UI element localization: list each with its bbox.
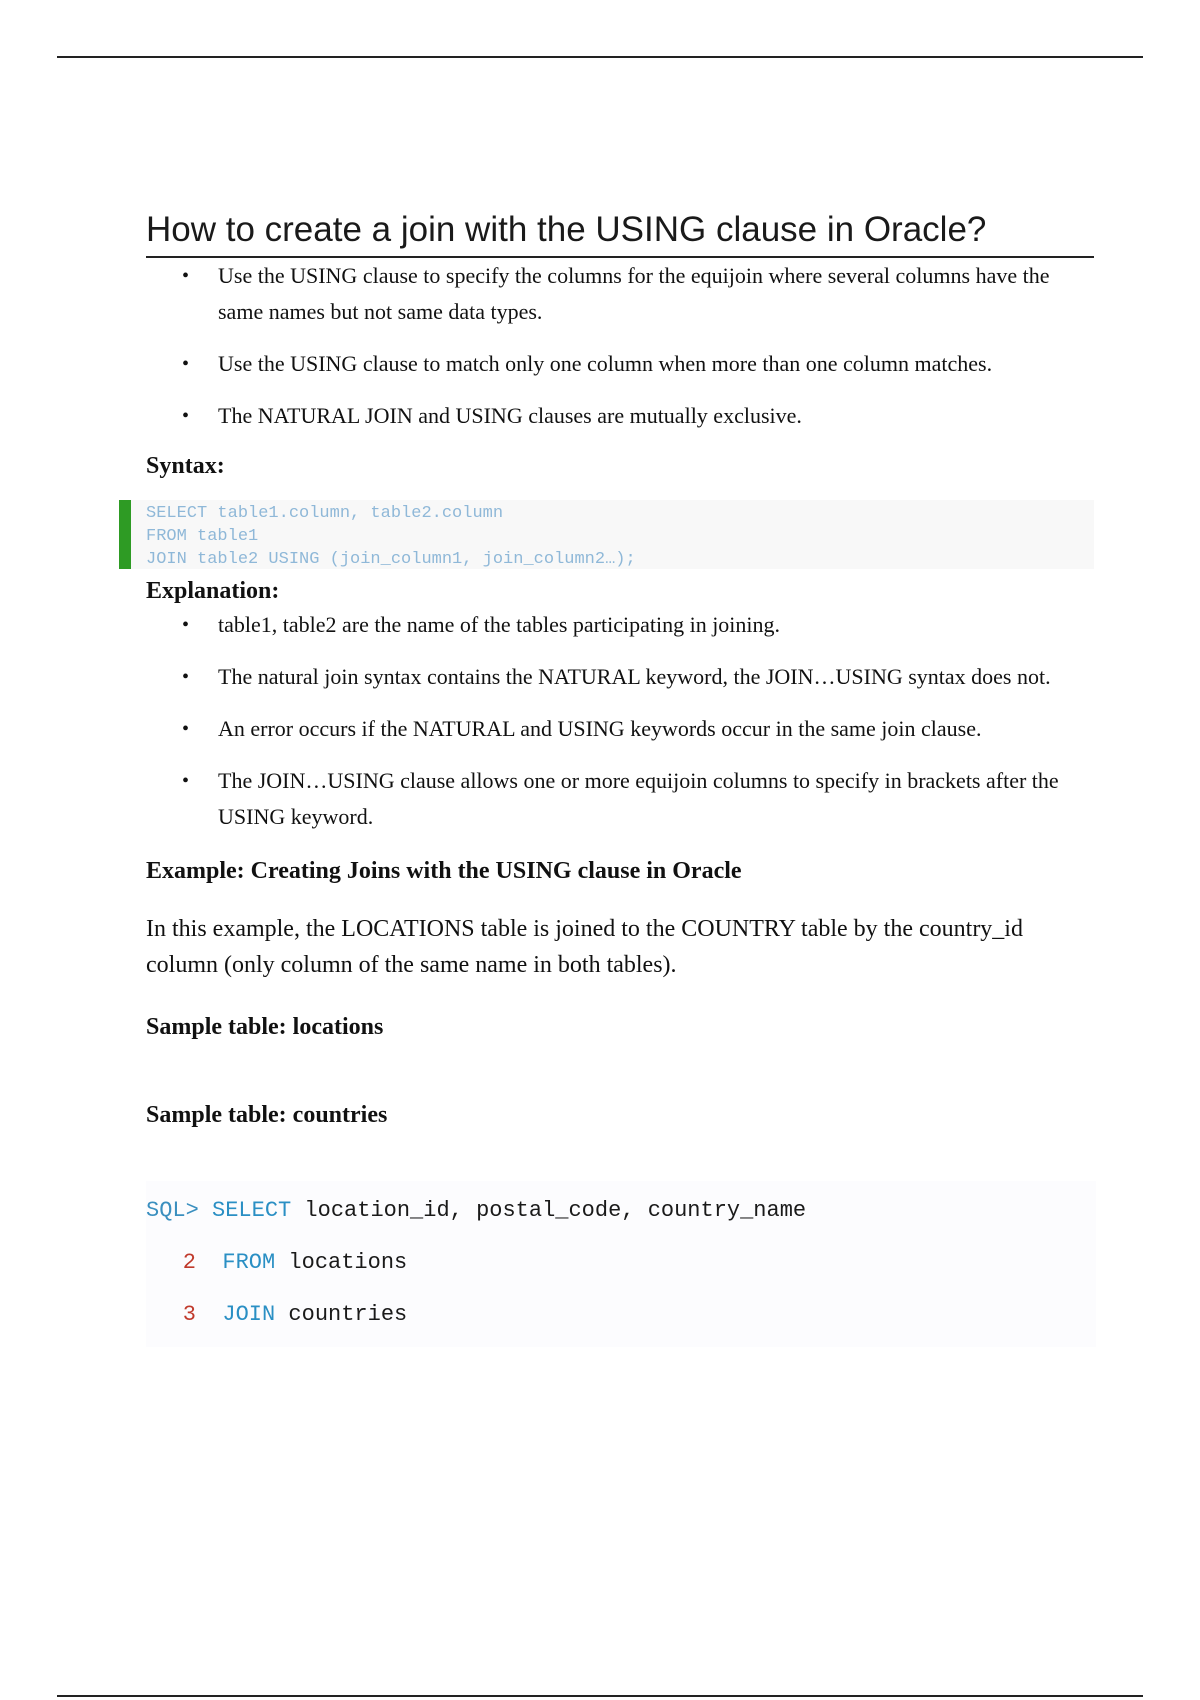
bullet-icon: •	[182, 614, 190, 636]
line-number: 3	[182, 1302, 196, 1327]
explanation-bullet-list	[146, 607, 1094, 835]
list-item: • Use the USING clause to match only one column when more than one column matches.	[146, 346, 1094, 382]
bullet-icon: •	[182, 265, 190, 287]
list-item: • The natural join syntax contains the NATURAL keyword, the JOIN…USING syntax does not.	[146, 659, 1094, 695]
sql-prompt: SQL>	[146, 1198, 199, 1223]
sql-keyword: FROM	[222, 1250, 276, 1275]
bullet-icon: •	[182, 405, 190, 427]
bullet-icon: •	[182, 353, 190, 375]
explanation-heading: Explanation:	[146, 578, 280, 604]
bullet-icon: •	[182, 666, 190, 688]
syntax-code-block	[119, 500, 1094, 569]
sql-line	[146, 1289, 1096, 1341]
sql-line	[146, 1237, 1096, 1289]
bullet-icon: •	[182, 718, 190, 740]
list-item: • The NATURAL JOIN and USING clauses are mutually exclusive.	[146, 398, 1094, 434]
list-item: • table1, table2 are the name of the tables participating in joining.	[146, 607, 1094, 643]
intro-bullet-list	[146, 258, 1094, 434]
list-item: • The JOIN…USING clause allows one or more equijoin columns to specify in brackets after the USING keyword.	[146, 763, 1094, 835]
sample-table-countries-heading: Sample table: countries	[146, 1102, 388, 1128]
sql-text: location_id, postal_code, country_name	[291, 1198, 807, 1223]
code-line: FROM table1	[146, 527, 259, 546]
top-rule	[57, 56, 1143, 58]
code-line: SELECT table1.column, table2.column	[146, 504, 504, 523]
bullet-icon: •	[182, 770, 190, 792]
list-item: • An error occurs if the NATURAL and USING keywords occur in the same join clause.	[146, 711, 1094, 747]
document-body	[146, 208, 1094, 1347]
code-line: JOIN table2 USING (join_column1, join_column2…);	[146, 550, 636, 569]
sql-code-block	[146, 1181, 1096, 1347]
sql-keyword: SELECT	[212, 1198, 292, 1223]
sql-line	[146, 1185, 1096, 1237]
list-item: • Use the USING clause to specify the columns for the equijoin where several columns have the same names but not same data types.	[146, 258, 1094, 330]
line-number: 2	[182, 1250, 196, 1275]
bottom-rule	[57, 1695, 1143, 1697]
example-heading: Example: Creating Joins with the USING clause in Oracle	[146, 858, 742, 884]
sql-text: locations	[275, 1250, 408, 1275]
page-title: How to create a join with the USING clause in Oracle?	[146, 208, 1094, 258]
sql-text: countries	[275, 1302, 408, 1327]
syntax-heading: Syntax:	[146, 453, 225, 479]
sql-keyword: JOIN	[222, 1302, 276, 1327]
example-paragraph: In this example, the LOCATIONS table is joined to the COUNTRY table by the country_id column (only column of the same name in both tables).	[146, 916, 1023, 978]
sample-table-locations-heading: Sample table: locations	[146, 1014, 384, 1040]
